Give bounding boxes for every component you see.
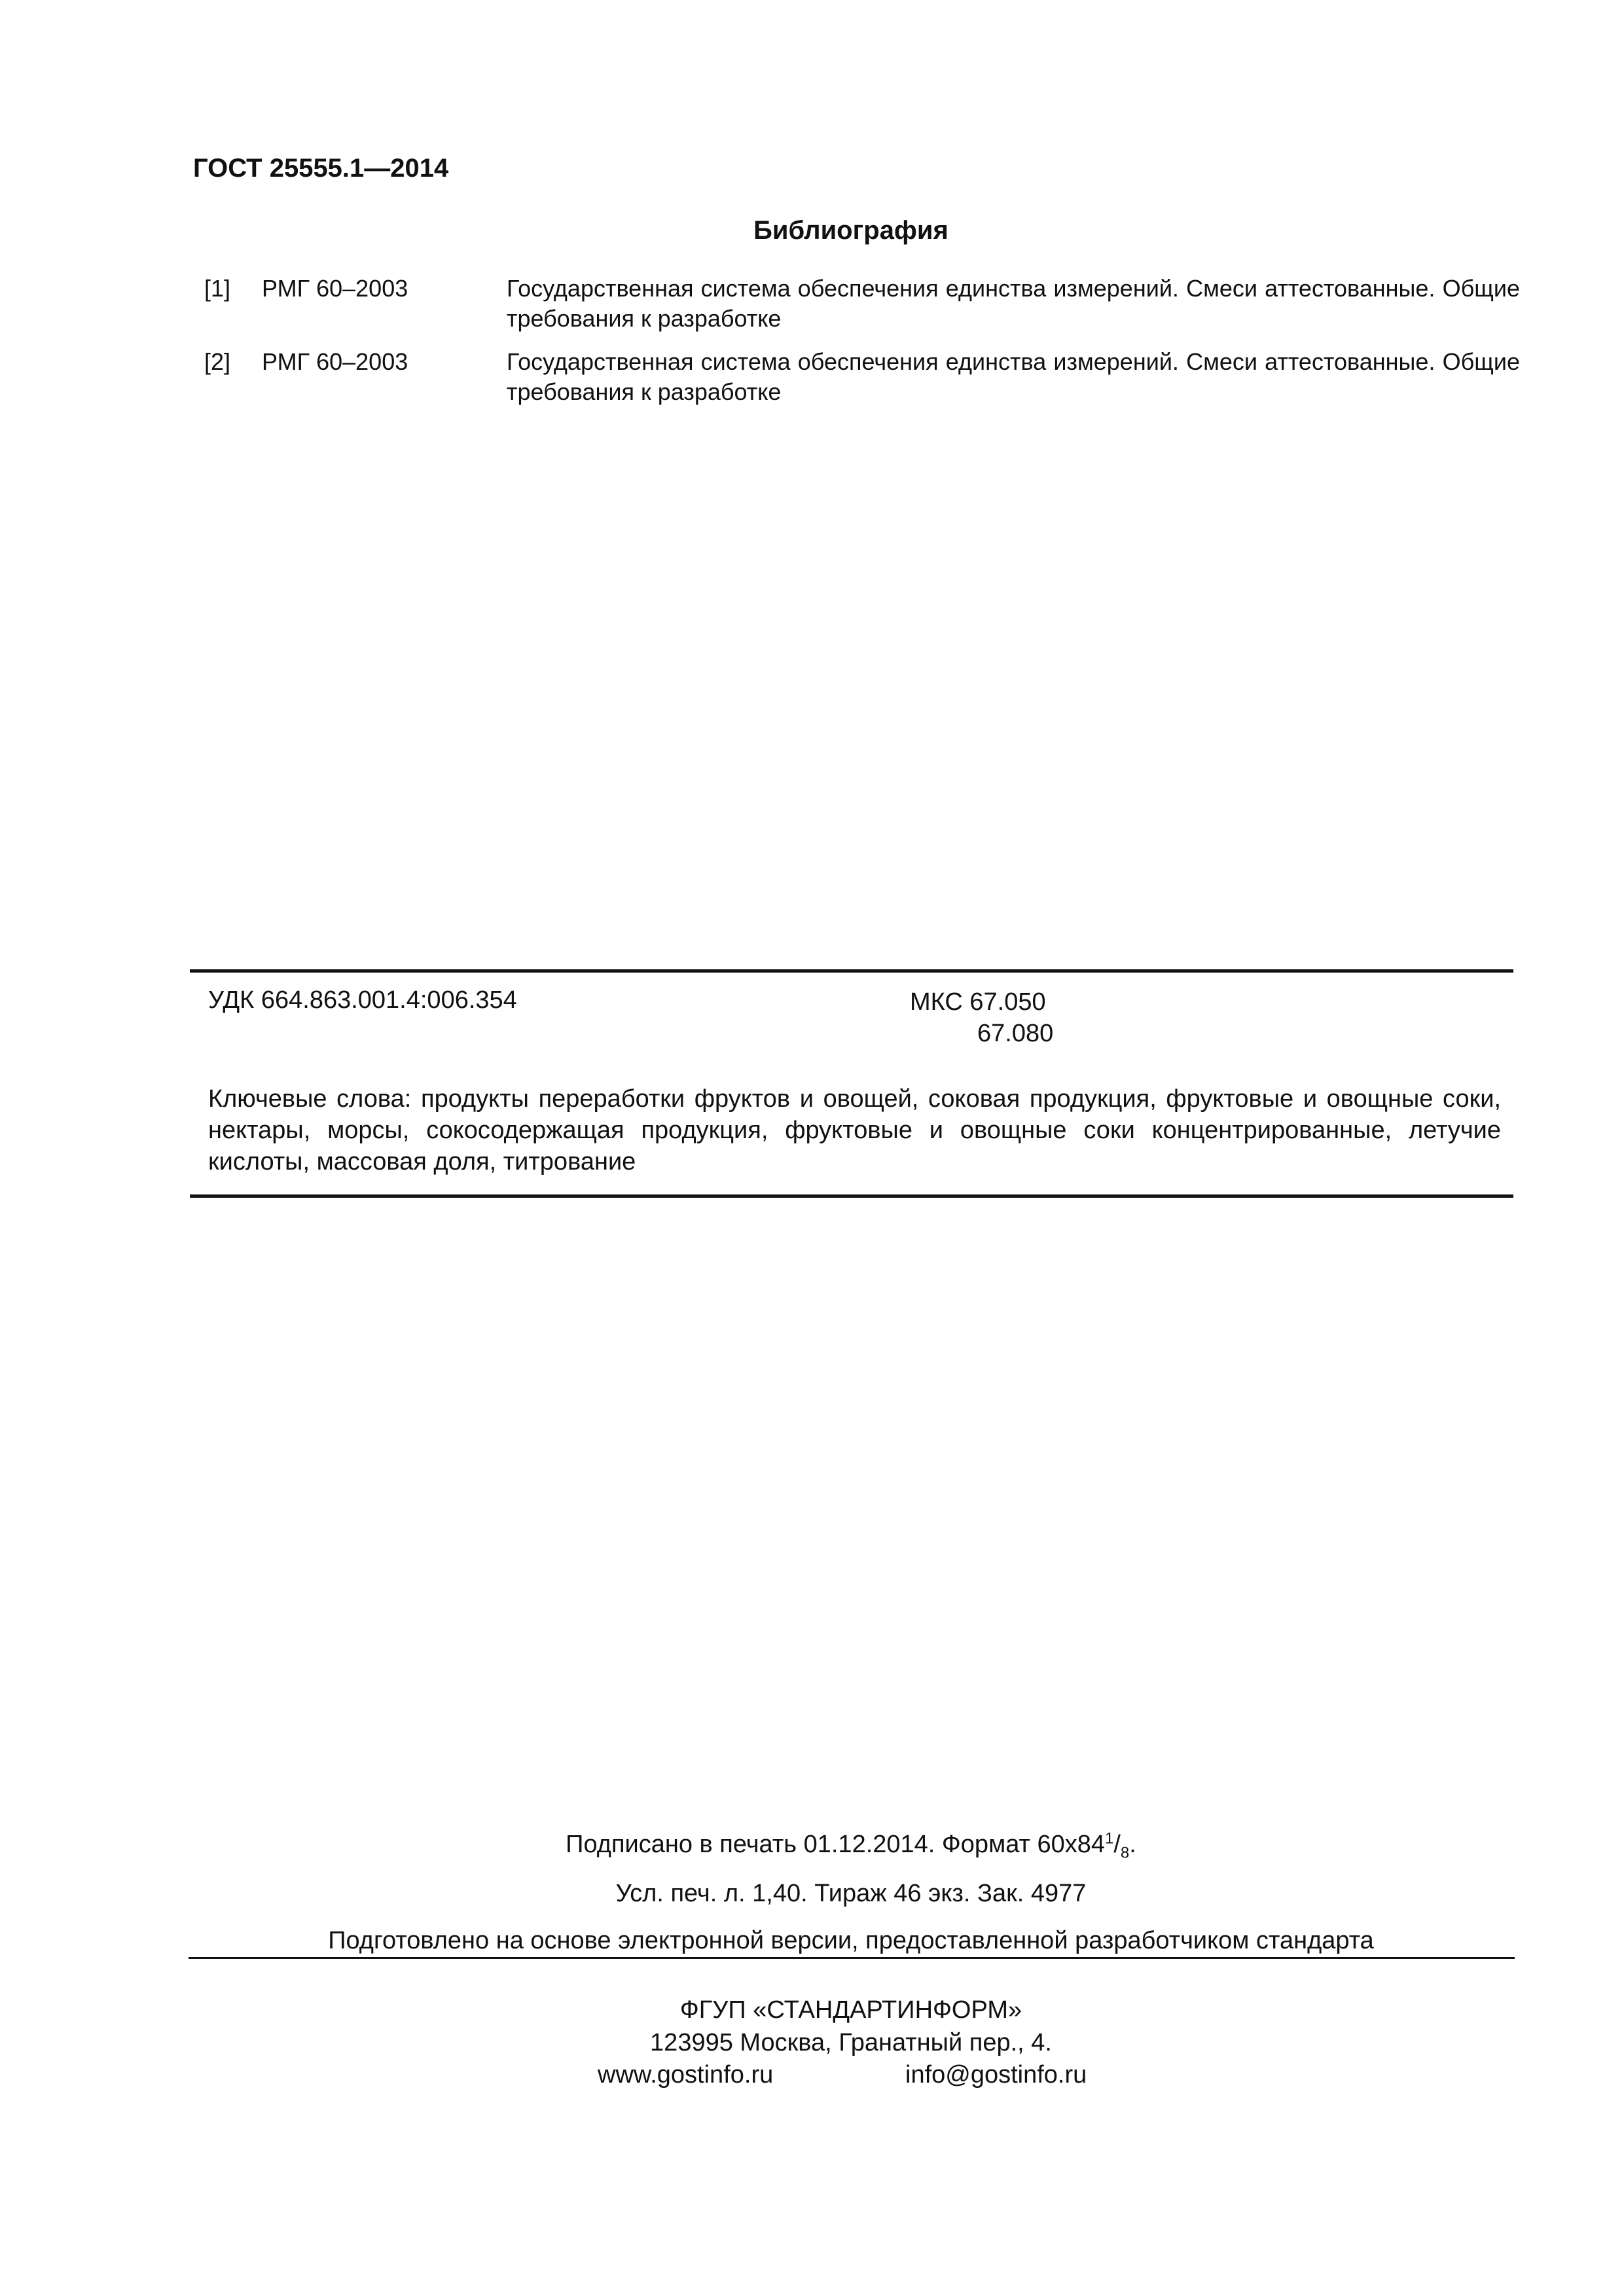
bibliography-title: Библиография xyxy=(753,216,948,245)
document-code: ГОСТ 25555.1—2014 xyxy=(193,154,449,183)
bibliography-entry-number: [2] xyxy=(204,348,231,375)
bottom-rule xyxy=(190,1194,1513,1198)
bibliography-entry-text: Государственная система обеспечения единства измерений. Смеси аттестованные. Общие требования к разработке xyxy=(507,348,1520,405)
publisher-name: ФГУП «СТАНДАРТИНФОРМ» xyxy=(679,1996,1022,2024)
publisher-website-link[interactable]: www.gostinfo.ru xyxy=(598,2061,774,2089)
publisher-address: 123995 Москва, Гранатный пер., 4. xyxy=(650,2029,1052,2056)
signed-for-print xyxy=(0,1829,1624,1862)
bibliography-entry-document: РМГ 60–2003 xyxy=(262,275,408,302)
format-denominator: 8 xyxy=(1120,1844,1130,1862)
udk-code: УДК 664.863.001.4:006.354 xyxy=(208,986,517,1014)
mks-code-secondary: 67.080 xyxy=(977,1020,1054,1047)
mks-code-primary: МКС 67.050 xyxy=(910,988,1046,1016)
print-info: Усл. печ. л. 1,40. Тираж 46 экз. Зак. 4977 xyxy=(615,1880,1087,1907)
signed-text: Подписано в печать 01.12.2014. Формат 60x84 xyxy=(566,1831,1105,1858)
bibliography-entry-text: Государственная система обеспечения единства измерений. Смеси аттестованные. Общие требования к разработке xyxy=(507,275,1520,332)
top-rule xyxy=(190,969,1513,973)
bibliography-entry-document: РМГ 60–2003 xyxy=(262,348,408,375)
prepared-underline xyxy=(189,1957,1515,1959)
bibliography-entry-number: [1] xyxy=(204,275,231,302)
prepared-note: Подготовлено на основе электронной версии, предоставленной разработчиком стандарта xyxy=(328,1927,1374,1954)
format-end: . xyxy=(1129,1831,1136,1858)
format-numerator: 1 xyxy=(1104,1829,1114,1848)
publisher-email-link[interactable]: info@gostinfo.ru xyxy=(905,2061,1087,2089)
format-slash: / xyxy=(1113,1831,1121,1858)
keywords-paragraph: Ключевые слова: продукты переработки фруктов и овощей, соковая продукция, фруктовые и овощные соки, нектары, морсы, сокосодержащая продукция, фруктовые и овощные соки концентрированные, летучие кислоты, массовая доля, титрование xyxy=(208,1085,1501,1175)
mks-codes xyxy=(910,986,1053,1049)
